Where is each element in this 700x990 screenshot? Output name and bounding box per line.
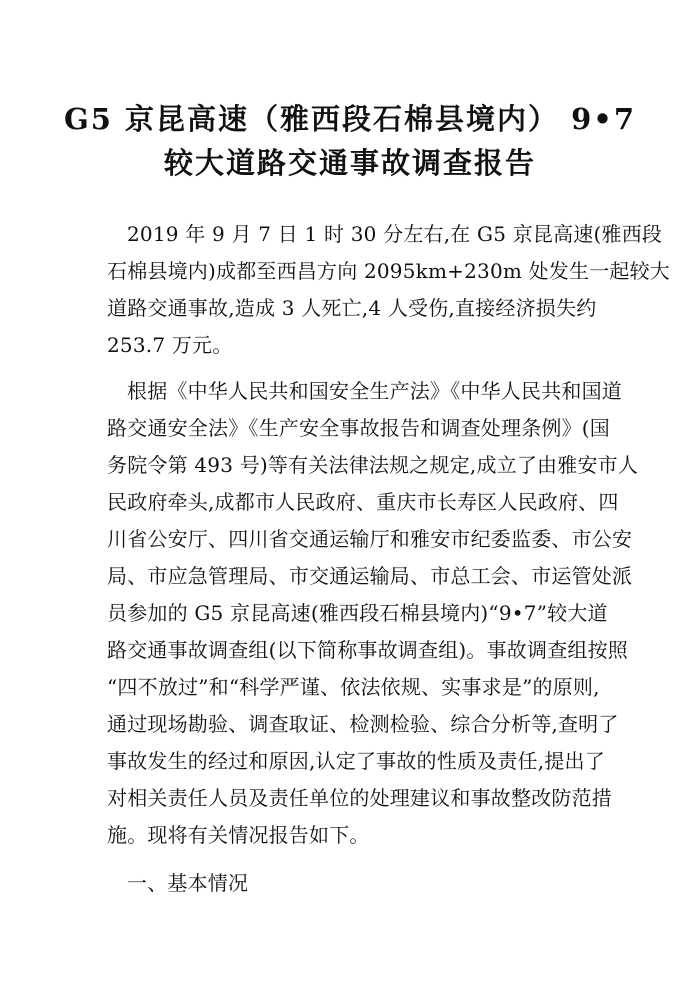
paragraph-2-line: 通过现场勘验、调查取证、检测检验、综合分析等,查明了: [107, 712, 619, 736]
paragraph-1-line: 2019 年 9 月 7 日 1 时 30 分左右,在 G5 京昆高速(雅西段: [127, 222, 663, 246]
paragraph-1-line: 253.7 万元。: [107, 333, 233, 357]
paragraph-2-line: 路交通事故调查组(以下简称事故调查组)。事故调查组按照: [107, 638, 629, 662]
paragraph-2-line: 根据《中华人民共和国安全生产法》《中华人民共和国道: [127, 379, 622, 403]
paragraph-2-line: “四不放过”和“科学严谨、依法依规、实事求是”的原则,: [107, 675, 600, 699]
report-title-line-1: G5 京昆高速（雅西段石棉县境内） 9•7: [63, 102, 637, 136]
paragraph-2-line: 施。现将有关情况报告如下。: [107, 823, 370, 847]
paragraph-2-line: 员参加的 G5 京昆高速(雅西段石棉县境内)“9•7”较大道: [107, 601, 608, 625]
paragraph-2-line: 川省公安厅、四川省交通运输厅和雅安市纪委监委、市公安: [107, 527, 633, 551]
paragraph-1-line: 道路交通事故,造成 3 人死亡,4 人受伤,直接经济损失约: [107, 296, 597, 320]
paragraph-2-line: 民政府牵头,成都市人民政府、重庆市长寿区人民政府、四: [107, 490, 619, 514]
section-heading: 一、基本情况: [127, 871, 249, 895]
paragraph-1-line: 石棉县境内)成都至西昌方向 2095km+230m 处发生一起较大: [107, 259, 670, 283]
paragraph-2-line: 事故发生的经过和原因,认定了事故的性质及责任,提出了: [107, 749, 605, 773]
paragraph-2-line: 局、市应急管理局、市交通运输局、市总工会、市运管处派: [107, 564, 633, 588]
paragraph-2-line: 对相关责任人员及责任单位的处理建议和事故整改防范措: [107, 786, 612, 810]
paragraph-2-line: 路交通安全法》《生产安全事故报告和调查处理条例》(国: [107, 416, 611, 440]
report-title-line-2: 较大道路交通事故调查报告: [163, 146, 536, 180]
paragraph-2-line: 务院令第 493 号)等有关法律法规之规定,成立了由雅安市人: [107, 453, 639, 477]
